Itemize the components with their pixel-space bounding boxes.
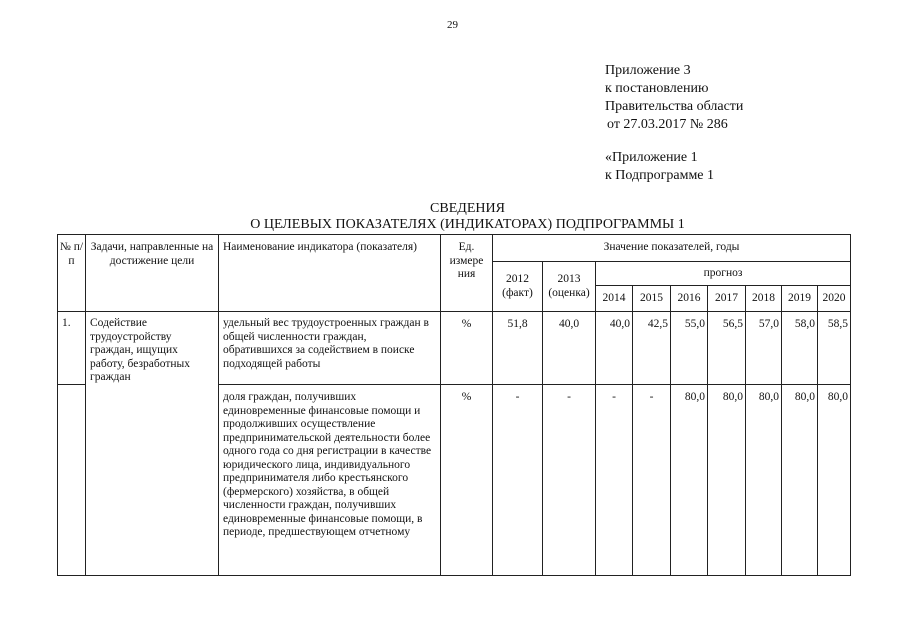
row-value-2018: 57,0 <box>746 312 782 385</box>
page-number: 29 <box>447 19 458 31</box>
header-tasks: Задачи, направленные на достижение цели <box>86 235 219 312</box>
appendix-line: от 27.03.2017 № 286 <box>607 117 728 132</box>
appendix-line: к постановлению <box>605 81 709 96</box>
header-indicator: Наименование индикатора (показателя) <box>219 235 441 312</box>
appendix-sub-line: «Приложение 1 <box>605 150 698 165</box>
header-values: Значение показателей, годы <box>493 235 851 262</box>
table-row <box>58 312 851 385</box>
appendix-header <box>605 62 743 134</box>
row-value-2016: 80,0 <box>671 385 708 576</box>
header-year: 2015 <box>633 286 671 312</box>
indicators-table <box>57 234 851 576</box>
row-num: 1. <box>58 312 86 385</box>
header-year: 2016 <box>671 286 708 312</box>
header-2012: 2012 (факт) <box>493 262 543 312</box>
document-subtitle: О ЦЕЛЕВЫХ ПОКАЗАТЕЛЯХ (ИНДИКАТОРАХ) ПОДПРОГРАММЫ 1 <box>250 217 685 232</box>
appendix-sub <box>605 149 714 185</box>
row-num <box>58 385 86 576</box>
row-unit: % <box>441 385 493 576</box>
row-value-2013: 40,0 <box>543 312 596 385</box>
row-value-2019: 80,0 <box>782 385 818 576</box>
document-title: СВЕДЕНИЯ <box>430 201 505 216</box>
row-value-2019: 58,0 <box>782 312 818 385</box>
header-year: 2020 <box>818 286 851 312</box>
appendix-line: Приложение 3 <box>605 63 691 78</box>
row-value-2012: 51,8 <box>493 312 543 385</box>
row-value-2018: 80,0 <box>746 385 782 576</box>
header-year: 2014 <box>596 286 633 312</box>
row-value-2017: 80,0 <box>708 385 746 576</box>
header-year: 2017 <box>708 286 746 312</box>
row-value-2020: 80,0 <box>818 385 851 576</box>
row-indicator: удельный вес трудоустроенных граждан в общей численности граждан, обратившихся за содействием в поиске подходящей работы <box>219 312 441 385</box>
row-value-2012: - <box>493 385 543 576</box>
header-unit: Ед. измере ния <box>441 235 493 312</box>
row-value-2015: - <box>633 385 671 576</box>
table-header-row <box>58 235 851 262</box>
row-value-2014: - <box>596 385 633 576</box>
row-value-2016: 55,0 <box>671 312 708 385</box>
row-value-2015: 42,5 <box>633 312 671 385</box>
row-task: Содействие трудоустройству граждан, ищущих работу, безработных граждан <box>86 312 219 576</box>
appendix-sub-line: к Подпрограмме 1 <box>605 168 715 183</box>
row-value-2017: 56,5 <box>708 312 746 385</box>
row-indicator: доля граждан, получивших единовременные финансовые помощи и продолживших осуществление предпринимательской деятельности более одного года со дня регистрации в качестве юридического лица, индивидуального предпринимателя либо крестьянского (фермерского) хозяйства, в общей численности граждан, получивших единовременные финансовые помощи, в периоде, предшествующем отчетному <box>219 385 441 576</box>
appendix-line: Правительства области <box>605 99 744 114</box>
row-value-2013: - <box>543 385 596 576</box>
header-year: 2019 <box>782 286 818 312</box>
row-value-2020: 58,5 <box>818 312 851 385</box>
row-unit: % <box>441 312 493 385</box>
header-num: № п/п <box>58 235 86 312</box>
header-2013: 2013 (оценка) <box>543 262 596 312</box>
header-year: 2018 <box>746 286 782 312</box>
row-value-2014: 40,0 <box>596 312 633 385</box>
header-forecast: прогноз <box>596 262 851 286</box>
